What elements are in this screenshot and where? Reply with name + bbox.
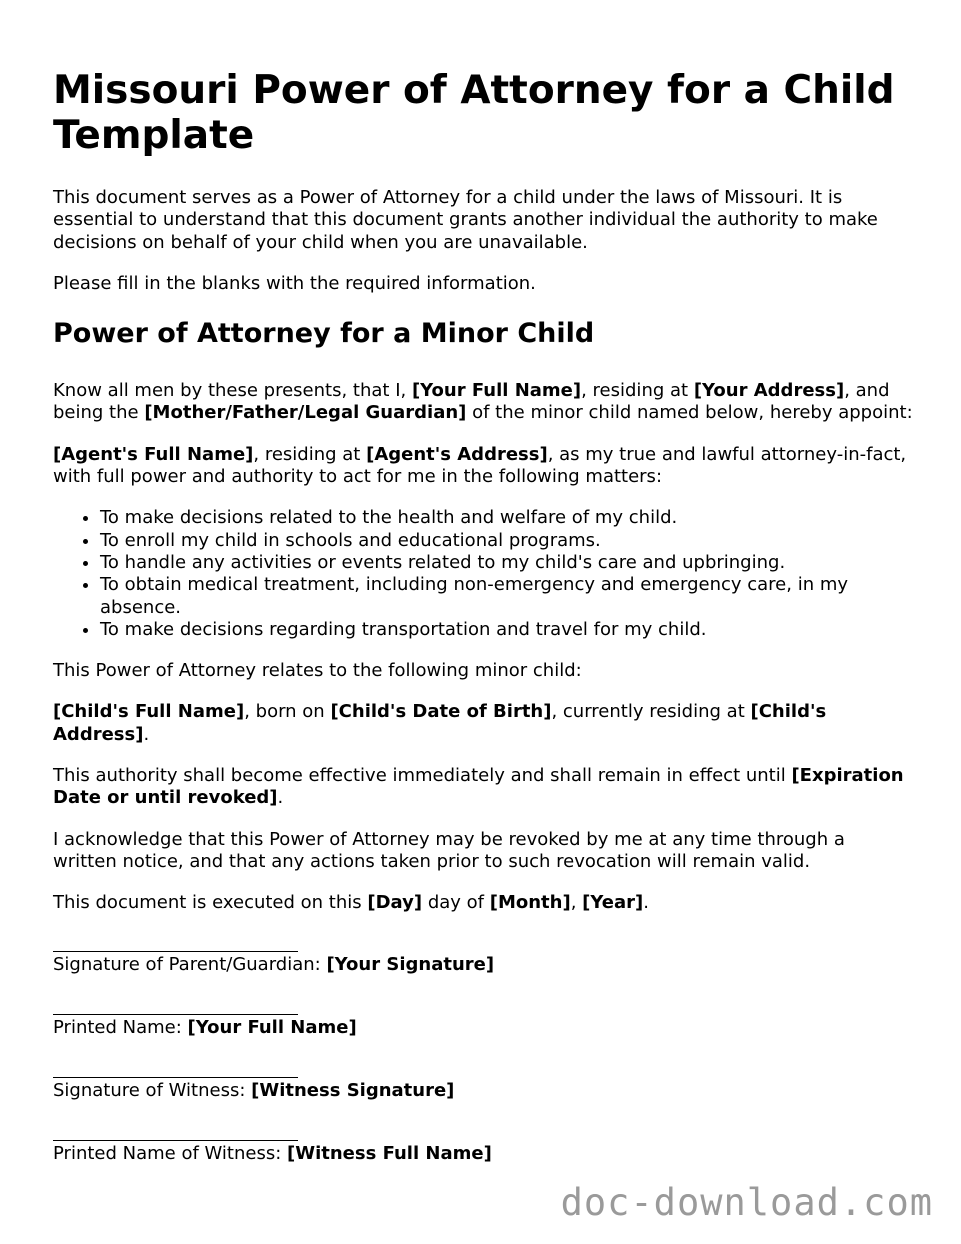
powers-list bbox=[53, 507, 913, 641]
fill-instructions: Please fill in the blanks with the required information. bbox=[53, 272, 536, 294]
day-field: [Day] bbox=[367, 892, 423, 914]
document-title: Missouri Power of Attorney for a Child Template bbox=[53, 68, 895, 158]
relationship-field: [Mother/Father/Legal Guardian] bbox=[144, 402, 467, 424]
relates-paragraph: This Power of Attorney relates to the following minor child: bbox=[53, 660, 582, 682]
child-address-field: [Child's Address] bbox=[53, 701, 827, 745]
witness-printed-name-label: Printed Name of Witness: [Witness Full Name] bbox=[53, 1142, 492, 1164]
principal-paragraph: Know all men by these presents, that I, [Your Full Name], residing at [Your Address], and being the [Mother/Father/Legal Guardian] of the minor child named below, hereby appoint: bbox=[53, 380, 913, 424]
agent-address-field: [Agent's Address] bbox=[366, 443, 548, 465]
list-item: • To make decisions regarding transportation and travel for my child. bbox=[100, 619, 913, 641]
list-item: • To enroll my child in schools and educational programs. bbox=[100, 530, 913, 552]
signature-block bbox=[53, 933, 913, 1165]
principal-address-field: [Your Address] bbox=[693, 380, 845, 402]
child-name-field: [Child's Full Name] bbox=[53, 701, 245, 723]
revocation-paragraph: I acknowledge that this Power of Attorney may be revoked by me at any time through a written notice, and that any actions taken prior to such revocation will remain valid. bbox=[53, 828, 845, 872]
year-field: [Year] bbox=[582, 892, 644, 914]
watermark: doc-download.com bbox=[560, 1181, 933, 1224]
section-heading: Power of Attorney for a Minor Child bbox=[53, 318, 595, 350]
month-field: [Month] bbox=[489, 892, 571, 914]
effective-paragraph: This authority shall become effective immediately and shall remain in effect until [Expiration Date or until revoked]. bbox=[53, 765, 904, 809]
list-item: • To obtain medical treatment, including non-emergency and emergency care, in my absence. bbox=[100, 574, 913, 619]
execution-paragraph: This document is executed on this [Day] day of [Month], [Year]. bbox=[53, 892, 649, 914]
intro-paragraph: This document serves as a Power of Attorney for a child under the laws of Missouri. It is essential to understand that this document grants another individual the authority to make decisions on behalf of your child when you are unavailable. bbox=[53, 187, 878, 253]
witness-signature-label: Signature of Witness: [Witness Signature] bbox=[53, 1079, 455, 1101]
printed-name-label: Printed Name: [Your Full Name] bbox=[53, 1016, 357, 1038]
signature-line bbox=[53, 1059, 298, 1078]
signature-line bbox=[53, 933, 298, 952]
agent-paragraph: [Agent's Full Name], residing at [Agent's Address], as my true and lawful attorney-in-fact, with full power and authority to act for me in the following matters: bbox=[53, 443, 907, 488]
list-item: • To handle any activities or events related to my child's care and upbringing. bbox=[100, 552, 913, 574]
list-item: • To make decisions related to the health and welfare of my child. bbox=[100, 507, 913, 529]
signature-line bbox=[53, 1122, 298, 1141]
child-paragraph: [Child's Full Name], born on [Child's Date of Birth], currently residing at [Child's Address]. bbox=[53, 701, 827, 745]
agent-name-field: [Agent's Full Name] bbox=[53, 443, 254, 465]
child-dob-field: [Child's Date of Birth] bbox=[330, 701, 552, 723]
document-page bbox=[53, 0, 913, 1165]
signature-line bbox=[53, 996, 298, 1015]
principal-name-field: [Your Full Name] bbox=[411, 380, 582, 402]
expiration-field: [Expiration Date or until revoked] bbox=[53, 765, 904, 809]
parent-signature-label: Signature of Parent/Guardian: [Your Signature] bbox=[53, 953, 495, 975]
